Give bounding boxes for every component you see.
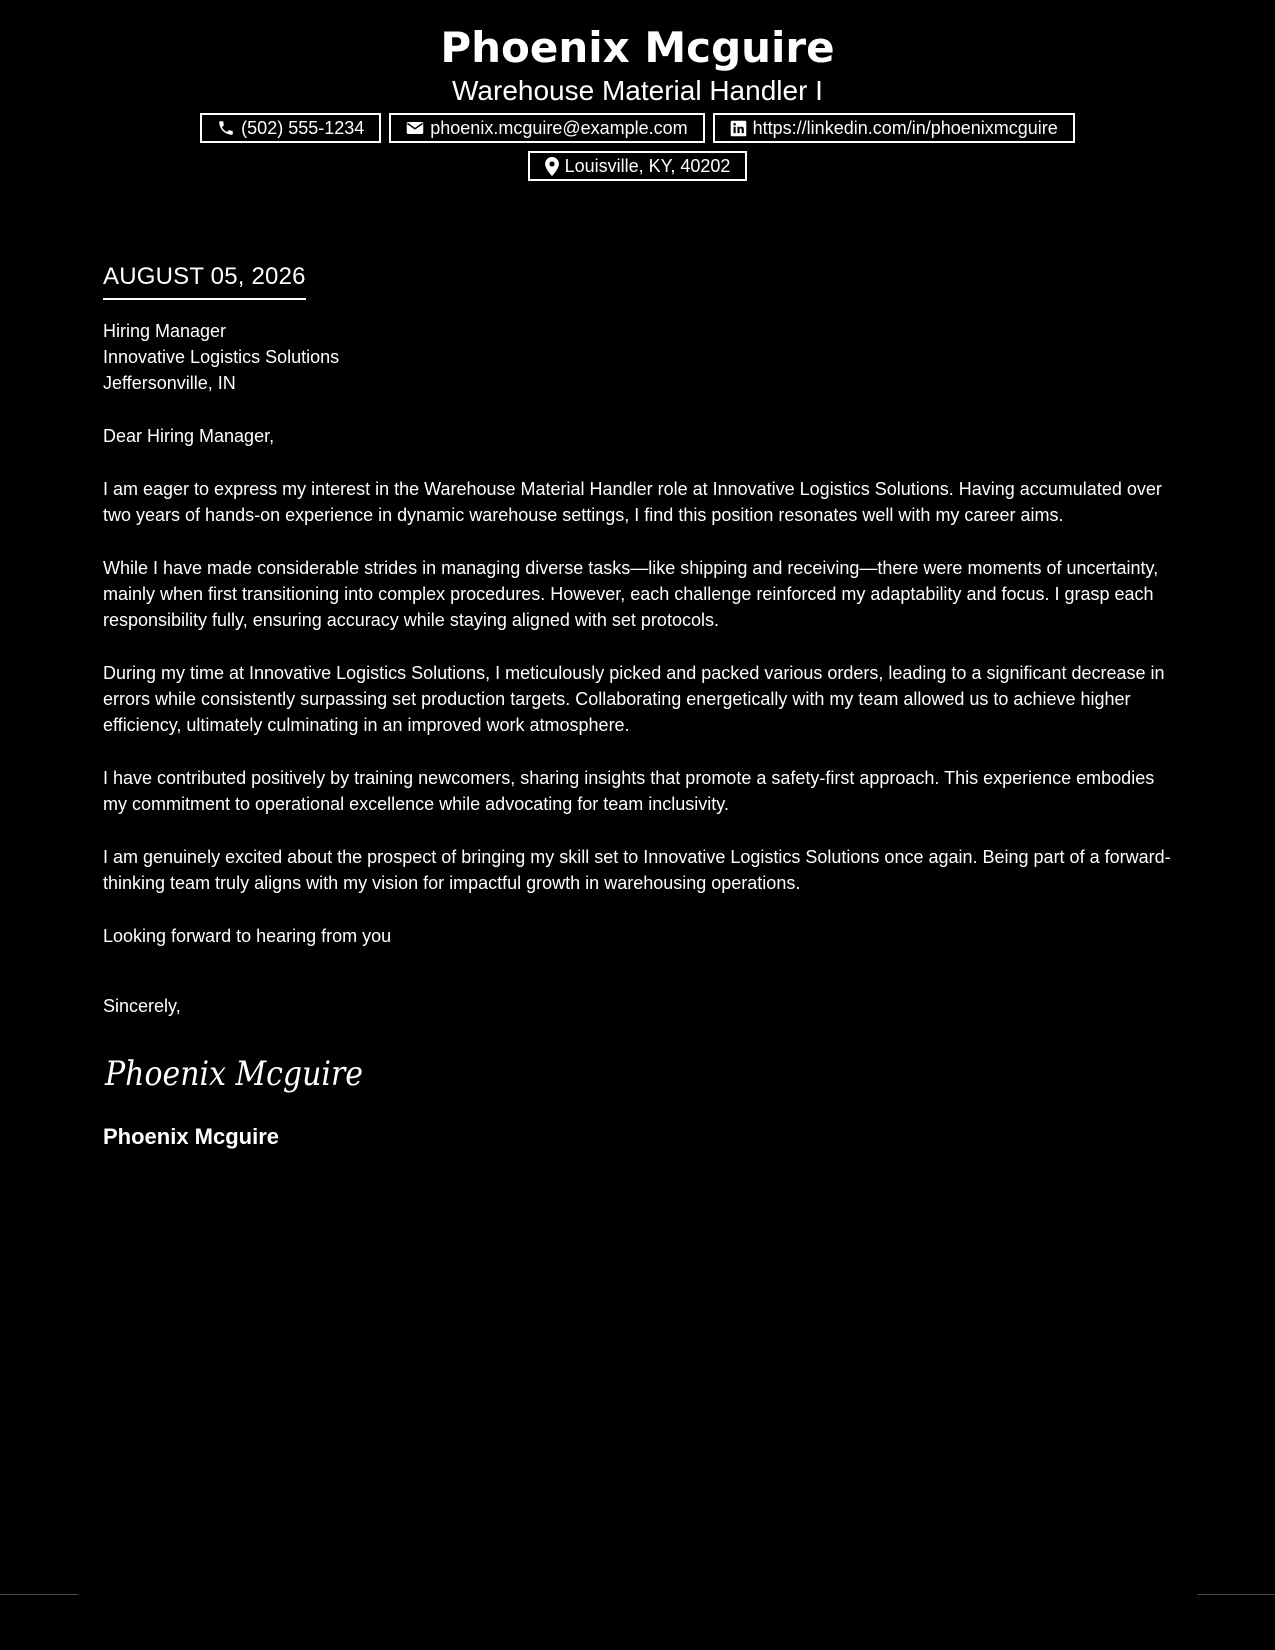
contact-linkedin[interactable] <box>713 113 1075 143</box>
recipient-block <box>103 318 1173 396</box>
contact-email-text: phoenix.mcguire@example.com <box>430 117 688 138</box>
footer-divider-right <box>1197 1594 1275 1595</box>
map-pin-icon <box>545 157 559 176</box>
letter-body <box>103 262 1173 1151</box>
signature-text: Phoenix Mcguire <box>104 1054 363 1094</box>
contact-location-text: Louisville, KY, 40202 <box>564 155 731 176</box>
contact-phone-text: (502) 555-1234 <box>241 117 365 138</box>
signoff: Sincerely, <box>103 996 181 1016</box>
signer-name: Phoenix Mcguire <box>103 1124 280 1149</box>
applicant-title: Warehouse Material Handler I <box>452 75 823 106</box>
body-paragraph: While I have made considerable strides in managing diverse tasks—like shipping and receiving—there were moments of uncertainty, mainly when first transitioning into complex procedures. However, each challenge reinforced my adaptability and focus. I grasp each responsibility fully, ensuring accuracy while staying aligned with set protocols. <box>103 558 1159 630</box>
phone-icon <box>217 119 235 137</box>
recipient-city: Jeffersonville, IN <box>103 373 236 393</box>
body-paragraph: I have contributed positively by training newcomers, sharing insights that promote a safety-first approach. This experience embodies my commitment to operational excellence while advocating for team inclusivity. <box>103 768 1155 814</box>
closing-line: Looking forward to hearing from you <box>103 926 392 946</box>
footer-divider-left <box>0 1594 78 1595</box>
body-paragraph: I am genuinely excited about the prospect of bringing my skill set to Innovative Logistics Solutions once again. Being part of a forward-thinking team truly aligns with my vision for impactful growth in warehousing operations. <box>103 847 1171 893</box>
letter-header <box>0 22 1275 181</box>
envelope-icon <box>406 120 424 136</box>
linkedin-icon <box>730 120 747 137</box>
body-paragraph: During my time at Innovative Logistics Solutions, I meticulously picked and packed various orders, leading to a significant decrease in errors while consistently surpassing set production targets. Collaborating energetically with my team allowed us to achieve higher efficiency, ultimately culminating in an improved work atmosphere. <box>103 663 1165 735</box>
recipient-name: Hiring Manager <box>103 321 227 341</box>
applicant-name: Phoenix Mcguire <box>440 23 835 72</box>
handwritten-signature <box>103 1051 1173 1099</box>
contact-email[interactable] <box>389 113 704 143</box>
contact-list <box>178 113 1098 181</box>
salutation: Dear Hiring Manager, <box>103 426 275 446</box>
letter-date: AUGUST 05, 2026 <box>103 262 306 300</box>
body-paragraph: I am eager to express my interest in the Warehouse Material Handler role at Innovative Logistics Solutions. Having accumulated over two years of hands-on experience in dynamic warehouse settings, I find this position resonates well with my career aims. <box>103 479 1162 525</box>
contact-phone[interactable] <box>200 113 381 143</box>
contact-location <box>528 151 748 181</box>
contact-linkedin-text: https://linkedin.com/in/phoenixmcguire <box>752 117 1058 138</box>
recipient-company: Innovative Logistics Solutions <box>103 347 340 367</box>
